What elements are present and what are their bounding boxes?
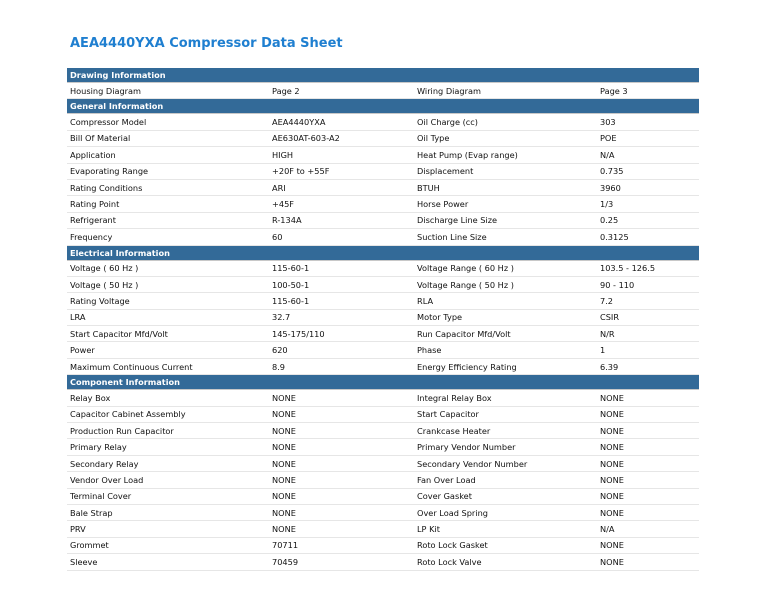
- field-label: Oil Charge (cc): [414, 114, 597, 130]
- section-header: [67, 245, 699, 260]
- table-row: [67, 147, 699, 163]
- field-value: NONE: [597, 406, 699, 422]
- field-label: Suction Line Size: [414, 229, 597, 245]
- field-value: NONE: [597, 488, 699, 504]
- field-value: NONE: [597, 390, 699, 406]
- field-value: NONE: [269, 439, 414, 455]
- field-label: Displacement: [414, 163, 597, 179]
- table-row: [67, 390, 699, 406]
- field-label: Primary Vendor Number: [414, 439, 597, 455]
- field-label: Crankcase Heater: [414, 423, 597, 439]
- field-label: Fan Over Load: [414, 472, 597, 488]
- field-value: 145-175/110: [269, 326, 414, 342]
- field-value: 6.39: [597, 358, 699, 374]
- table-row: [67, 423, 699, 439]
- field-value: AE630AT-603-A2: [269, 130, 414, 146]
- field-label: Production Run Capacitor: [67, 423, 269, 439]
- field-label: RLA: [414, 293, 597, 309]
- table-row: [67, 406, 699, 422]
- field-value: NONE: [597, 423, 699, 439]
- field-value: 100-50-1: [269, 276, 414, 292]
- table-row: [67, 537, 699, 553]
- section-title: Drawing Information: [67, 68, 699, 83]
- field-value: 0.3125: [597, 229, 699, 245]
- field-value: NONE: [269, 488, 414, 504]
- field-value: NONE: [597, 439, 699, 455]
- field-label: Rating Voltage: [67, 293, 269, 309]
- field-label: Heat Pump (Evap range): [414, 147, 597, 163]
- field-label: Housing Diagram: [67, 83, 269, 99]
- field-value: NONE: [269, 423, 414, 439]
- table-row: [67, 342, 699, 358]
- table-row: [67, 488, 699, 504]
- field-value: 115-60-1: [269, 293, 414, 309]
- table-row: [67, 521, 699, 537]
- field-value: 0.25: [597, 212, 699, 228]
- section-title: Component Information: [67, 375, 699, 390]
- field-value: R-134A: [269, 212, 414, 228]
- field-label: Secondary Relay: [67, 455, 269, 471]
- field-value: 32.7: [269, 309, 414, 325]
- field-label: Rating Conditions: [67, 179, 269, 195]
- field-value: 8.9: [269, 358, 414, 374]
- field-value: NONE: [597, 504, 699, 520]
- field-label: Bill Of Material: [67, 130, 269, 146]
- page-title: AEA4440YXA Compressor Data Sheet: [70, 36, 343, 51]
- table-row: [67, 504, 699, 520]
- table-row: [67, 114, 699, 130]
- field-label: Voltage Range ( 50 Hz ): [414, 276, 597, 292]
- field-label: Compressor Model: [67, 114, 269, 130]
- field-value: NONE: [269, 390, 414, 406]
- field-label: Motor Type: [414, 309, 597, 325]
- field-value: NONE: [597, 554, 699, 570]
- field-label: Horse Power: [414, 196, 597, 212]
- table-row: [67, 130, 699, 146]
- field-value: NONE: [597, 537, 699, 553]
- section-header: [67, 99, 699, 114]
- field-label: Start Capacitor: [414, 406, 597, 422]
- data-sheet-body: [67, 68, 699, 570]
- field-value: N/A: [597, 147, 699, 163]
- field-value: 3960: [597, 179, 699, 195]
- table-row: [67, 260, 699, 276]
- field-label: PRV: [67, 521, 269, 537]
- table-row: [67, 455, 699, 471]
- table-row: [67, 83, 699, 99]
- field-value: NONE: [597, 455, 699, 471]
- field-value: 70459: [269, 554, 414, 570]
- field-label: Over Load Spring: [414, 504, 597, 520]
- field-label: Phase: [414, 342, 597, 358]
- table-row: [67, 293, 699, 309]
- field-value: +20F to +55F: [269, 163, 414, 179]
- field-value: 115-60-1: [269, 260, 414, 276]
- field-value: NONE: [269, 406, 414, 422]
- field-value: 90 - 110: [597, 276, 699, 292]
- table-row: [67, 358, 699, 374]
- field-label: Roto Lock Valve: [414, 554, 597, 570]
- field-label: Secondary Vendor Number: [414, 455, 597, 471]
- field-value: NONE: [269, 504, 414, 520]
- field-value: 7.2: [597, 293, 699, 309]
- field-label: Energy Efficiency Rating: [414, 358, 597, 374]
- field-value: NONE: [269, 472, 414, 488]
- field-value: Page 3: [597, 83, 699, 99]
- field-label: Evaporating Range: [67, 163, 269, 179]
- field-label: Relay Box: [67, 390, 269, 406]
- field-value: 303: [597, 114, 699, 130]
- table-row: [67, 229, 699, 245]
- field-value: Page 2: [269, 83, 414, 99]
- field-value: ARI: [269, 179, 414, 195]
- field-label: Run Capacitor Mfd/Volt: [414, 326, 597, 342]
- field-label: Capacitor Cabinet Assembly: [67, 406, 269, 422]
- field-label: Application: [67, 147, 269, 163]
- section-header: [67, 68, 699, 83]
- field-value: N/R: [597, 326, 699, 342]
- field-label: Sleeve: [67, 554, 269, 570]
- table-row: [67, 179, 699, 195]
- field-value: 60: [269, 229, 414, 245]
- field-value: NONE: [269, 455, 414, 471]
- field-value: NONE: [597, 472, 699, 488]
- field-label: Integral Relay Box: [414, 390, 597, 406]
- field-value: CSIR: [597, 309, 699, 325]
- field-label: Voltage ( 50 Hz ): [67, 276, 269, 292]
- field-label: Voltage ( 60 Hz ): [67, 260, 269, 276]
- field-label: Grommet: [67, 537, 269, 553]
- field-label: Frequency: [67, 229, 269, 245]
- field-label: LRA: [67, 309, 269, 325]
- field-value: 70711: [269, 537, 414, 553]
- field-value: HIGH: [269, 147, 414, 163]
- field-label: Bale Strap: [67, 504, 269, 520]
- field-label: Roto Lock Gasket: [414, 537, 597, 553]
- field-label: Power: [67, 342, 269, 358]
- section-title: Electrical Information: [67, 245, 699, 260]
- data-sheet-table: [67, 68, 699, 571]
- table-row: [67, 472, 699, 488]
- field-label: Rating Point: [67, 196, 269, 212]
- field-label: Maximum Continuous Current: [67, 358, 269, 374]
- field-label: Cover Gasket: [414, 488, 597, 504]
- field-label: Discharge Line Size: [414, 212, 597, 228]
- field-label: Wiring Diagram: [414, 83, 597, 99]
- field-label: Start Capacitor Mfd/Volt: [67, 326, 269, 342]
- field-label: Refrigerant: [67, 212, 269, 228]
- field-label: Primary Relay: [67, 439, 269, 455]
- table-row: [67, 196, 699, 212]
- field-value: 1: [597, 342, 699, 358]
- field-label: Oil Type: [414, 130, 597, 146]
- field-label: Terminal Cover: [67, 488, 269, 504]
- table-row: [67, 212, 699, 228]
- field-value: 1/3: [597, 196, 699, 212]
- field-value: N/A: [597, 521, 699, 537]
- table-row: [67, 326, 699, 342]
- field-value: POE: [597, 130, 699, 146]
- field-value: 620: [269, 342, 414, 358]
- field-label: BTUH: [414, 179, 597, 195]
- field-value: AEA4440YXA: [269, 114, 414, 130]
- field-value: +45F: [269, 196, 414, 212]
- table-row: [67, 554, 699, 570]
- field-label: Voltage Range ( 60 Hz ): [414, 260, 597, 276]
- field-value: 0.735: [597, 163, 699, 179]
- field-value: NONE: [269, 521, 414, 537]
- field-value: 103.5 - 126.5: [597, 260, 699, 276]
- table-row: [67, 309, 699, 325]
- field-label: Vendor Over Load: [67, 472, 269, 488]
- section-title: General Information: [67, 99, 699, 114]
- field-label: LP Kit: [414, 521, 597, 537]
- table-row: [67, 163, 699, 179]
- table-row: [67, 439, 699, 455]
- table-row: [67, 276, 699, 292]
- section-header: [67, 375, 699, 390]
